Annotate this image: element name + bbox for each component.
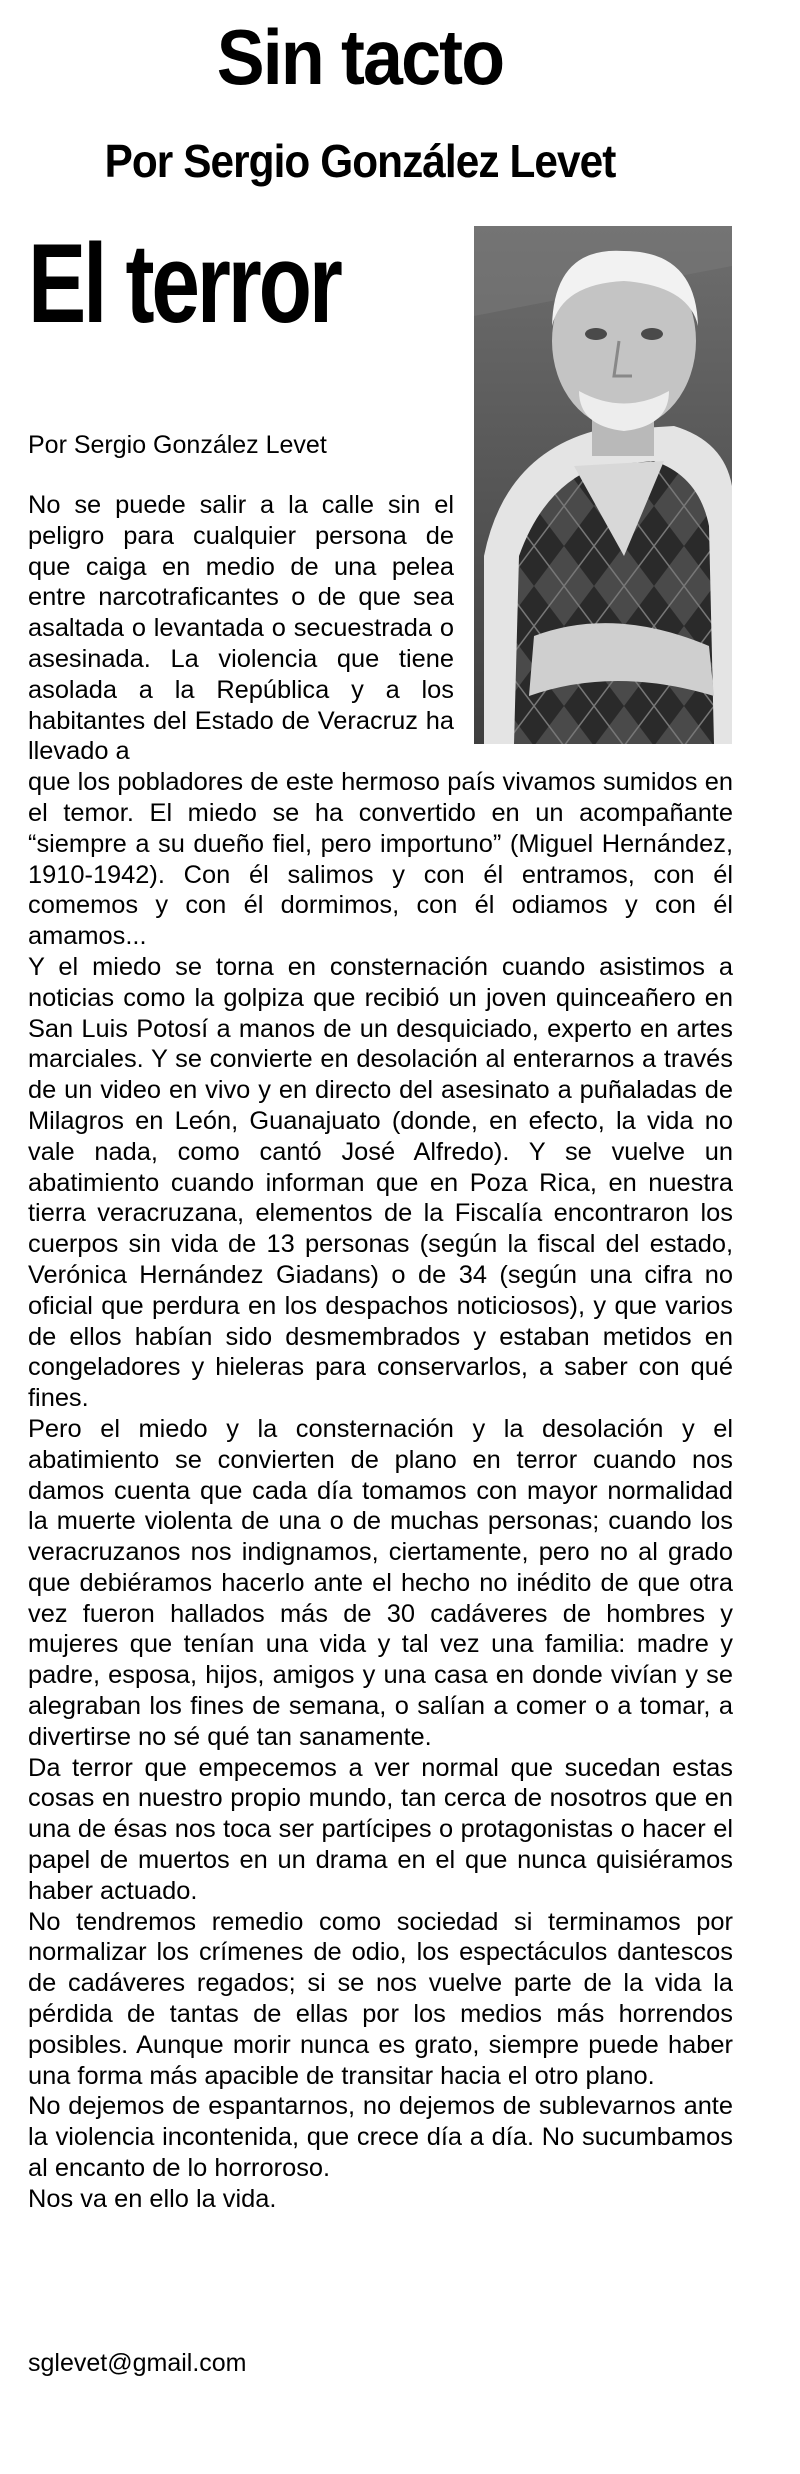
article-paragraph: No dejemos de espantarnos, no dejemos de sublevarnos ante la violencia incontenida, que crece día a día. No sucumbamos al encanto de lo horroroso. [28,2092,733,2183]
article-paragraph: Y el miedo se torna en consternación cuando asistimos a noticias como la golpiza que recibió un joven quinceañero en San Luis Potosí a manos de un desquiciado, experto en artes marciales. Y se convierte en desolación al enterarnos a través de un video en vivo y en directo del asesinato a puñaladas de Milagros en León, Guanajuato (donde, en efecto, la vida no vale nada, como cantó José Alfredo). Y se vuelve un abatimiento cuando informan que en Poza Rica, en nuestra tierra veracruzana, elementos de la Fiscalía encontraron los cuerpos sin vida de 13 personas (según la fiscal del estado, Verónica Hernández Giadans) o de 34 (según una cifra no oficial que perdura en los despachos noticiosos), y que varios de ellos habían sido desmembrados y estaban metidos en congeladores y hieleras para conservarlos, a saber con qué fines. [28,952,733,1413]
article-title: El terror [28,221,340,346]
column-byline: Por Sergio González Levet [104,135,616,187]
article-paragraph: No tendremos remedio como sociedad si terminamos por normalizar los crímenes de odio, los espectáculos dantescos de cadáveres regados; si se nos vuelve parte de la vida la pérdida de tantas de ellas por los medios más horrendos posibles. Aunque morir nunca es grato, siempre puede haber una forma más apacible de transitar hacia el otro plano. [28,1907,733,2090]
article-paragraph: Nos va en ello la vida. [28,2184,277,2213]
article-paragraph: Pero el miedo y la consternación y la desolación y el abatimiento se convierten de plano en terror cuando nos damos cuenta que cada día tomamos con mayor normalidad la muerte violenta de una o de muchas personas; cuando los veracruzanos nos indignamos, ciertamente, pero no al grado que debiéramos hacerlo ante el hecho no inédito de que otra vez fueron hallados más de 30 cadáveres de hombres y mujeres que tenían una vida y tal vez una familia: madre y padre, esposa, hijos, amigos y una casa en donde vivían y se alegraban los fines de semana, o salían a comer o a tomar, a divertirse no sé qué tan sanamente. [28,1414,733,1751]
article-byline: Por Sergio González Levet [28,431,327,459]
article-body [28,490,733,2215]
article-paragraph: Da terror que empecemos a ver normal que sucedan estas cosas en nuestro propio mundo, tan cerca de nosotros que en una de ésas nos toca ser partícipes o protagonistas o hacer el papel de muertos en un drama en el que nunca quisiéramos haber actuado. [28,1753,733,1905]
column-title: Sin tacto [216,13,504,101]
author-email[interactable]: sglevet@gmail.com [28,2349,247,2377]
article-paragraph: que los pobladores de este hermoso país vivamos sumidos en el temor. El miedo se ha convertido en un acompañante “siempre a su dueño fiel, pero importuno” (Miguel Hernández, 1910-1942). Con él salimos y con él entramos, con él comemos y con él dormimos, con él odiamos y con él amamos... [28,768,733,951]
article-paragraph: No se puede salir a la calle sin el peligro para cualquier persona de que caiga en medio de una pelea entre narcotraficantes o de que sea asaltada o levantada o secuestrada o asesinada. La violencia que tiene asolada a la República y a los habitantes del Estado de Veracruz ha llevado a [28,491,454,766]
